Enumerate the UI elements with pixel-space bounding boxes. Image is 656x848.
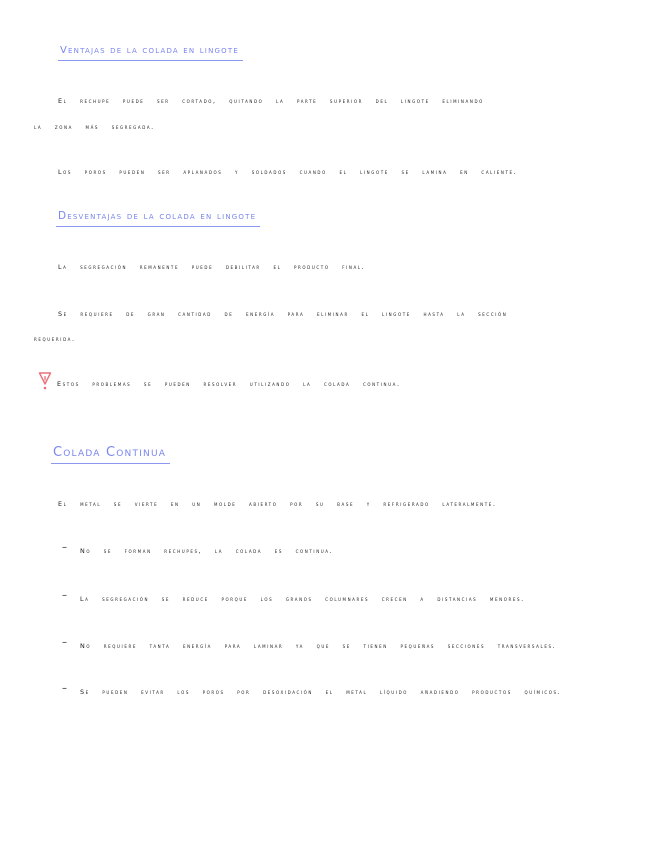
section-heading-desventajas xyxy=(58,211,256,222)
bullet-marker: – xyxy=(62,590,67,601)
bullet-item: No requiere tanta energía para laminar ya que se tienen pequeñas secciones transversales. xyxy=(80,642,557,650)
warning-triangle-icon xyxy=(38,371,52,391)
text-line: la zona más segregada. xyxy=(34,123,155,131)
heading-text: Colada Continua xyxy=(53,445,167,460)
section-heading-ventajas xyxy=(60,46,239,56)
bullet-item: Se pueden evitar los poros por desoxidación el metal líquido añadiendo productos químicos. xyxy=(80,688,562,696)
bullet-marker: – xyxy=(62,637,67,648)
bullet-item: La segregación se reduce porque los granos columnares crecen a distancias menores. xyxy=(80,595,525,603)
text-line: Se requiere de gran cantidad de energía para eliminar el lingote hasta la sección xyxy=(58,310,508,318)
bullet-marker: – xyxy=(62,542,67,553)
heading-text: Desventajas de la colada en lingote xyxy=(58,210,257,222)
bullet-marker: – xyxy=(62,683,67,694)
text-line: Los poros pueden ser aplanados y soldados cuando el lingote se lamina en caliente. xyxy=(58,168,518,176)
heading-underline xyxy=(58,60,243,61)
text-line: El metal se vierte en un molde abierto por su base y refrigerado lateralmente. xyxy=(58,500,497,508)
section-heading-colada-continua xyxy=(53,446,166,459)
heading-underline xyxy=(56,226,260,227)
text-line: requerida. xyxy=(34,335,76,343)
heading-underline xyxy=(51,463,170,464)
heading-text: Ventajas de la colada en lingote xyxy=(60,45,239,56)
text-line: La segregación remanente puede debilitar el producto final. xyxy=(58,263,366,271)
bullet-item: No se forman rechupes, la colada es continua. xyxy=(80,547,334,555)
note-text: Estos problemas se pueden resolver utilizando la colada continua. xyxy=(57,380,401,388)
text-line: El rechupe puede ser cortado, quitando la parte superior del lingote eliminando xyxy=(58,97,484,105)
